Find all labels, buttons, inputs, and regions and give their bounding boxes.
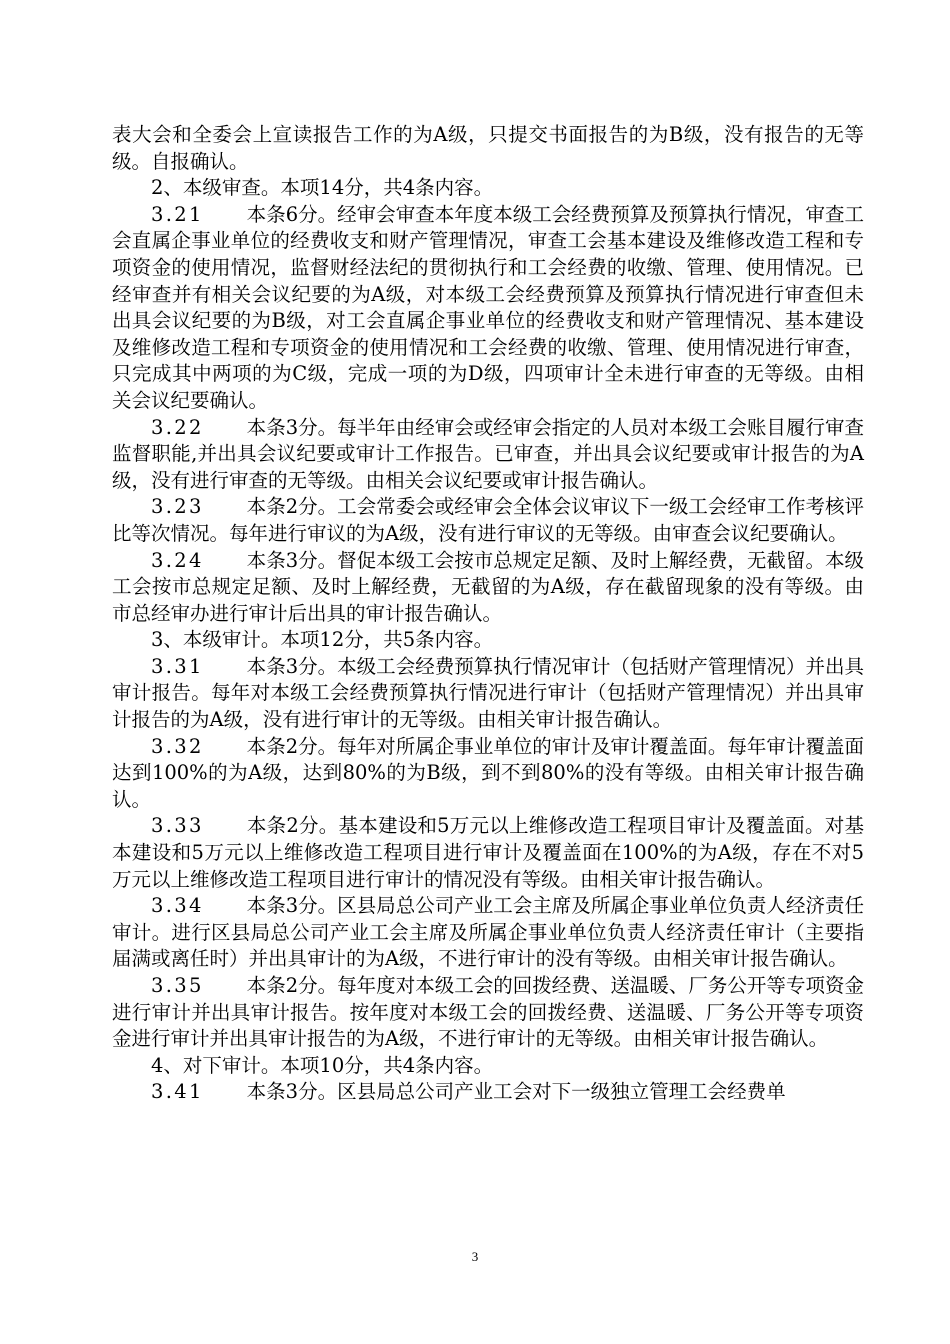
section-heading-4: 4、对下审计。本项10分，共4条内容。 bbox=[151, 1053, 494, 1077]
clause-number: 3.23 bbox=[151, 495, 204, 519]
clause-number: 3.32 bbox=[151, 734, 204, 758]
clause-text: 本条2分。基本建设和5万元以上维修改造工程项目审计及覆盖面。对基本建设和5万元以上维修改造工程项目进行审计及覆盖面在100%的为A级，存在不对5万元以上维修改造工程项目进行审计的情况没有等级。由相关审计报告确认。 bbox=[112, 814, 864, 891]
clause-number: 3.22 bbox=[151, 415, 204, 439]
clause-text: 本条6分。经审会审查本年度本级工会经费预算及预算执行情况，审查工会直属企事业单位的经费收支和财产管理情况，审查工会基本建设及维修改造工程和专项资金的使用情况，监督财经法纪的贯彻执行和工会经费的收缴、管理、使用情况。已经审查并有相关会议纪要的为A级，对本级工会经费预算及预算执行情况进行审查但未出具会议纪要的为B级，对工会直属企事业单位的经费收支和财产管理情况、基本建设及维修改造工程和专项资金的使用情况和工会经费的收缴、管理、使用情况进行审查，只完成其中两项的为C级，完成一项的为D级，四项审计全未进行审查的无等级。由相关会议纪要确认。 bbox=[112, 202, 864, 412]
clause-text: 本条3分。本级工会经费预算执行情况审计（包括财产管理情况）并出具审计报告。每年对本级工会经费预算执行情况进行审计（包括财产管理情况）并出具审计报告的为A级，没有进行审计的无等级。由相关审计报告确认。 bbox=[112, 654, 864, 732]
paragraph-continuation: 表大会和全委会上宣读报告工作的为A级，只提交书面报告的为B级，没有报告的无等级。自报确认。 bbox=[112, 123, 864, 173]
clause-3-35 bbox=[112, 973, 864, 1053]
clause-number: 3.24 bbox=[151, 548, 204, 572]
clause-3-41 bbox=[112, 1079, 864, 1106]
clause-3-23 bbox=[112, 494, 864, 547]
clause-3-32 bbox=[112, 734, 864, 814]
clause-3-22 bbox=[112, 415, 864, 495]
section-heading-2: 2、本级审查。本项14分，共4条内容。 bbox=[151, 176, 494, 200]
clause-text: 本条3分。区县局总公司产业工会对下一级独立管理工会经费单 bbox=[246, 1080, 786, 1104]
clause-3-24 bbox=[112, 548, 864, 628]
clause-text: 本条2分。每年度对本级工会的回拨经费、送温暖、厂务公开等专项资金进行审计并出具审计报告。按年度对本级工会的回拨经费、送温暖、厂务公开等专项资金进行审计并出具审计报告的为A级，不进行审计的无等级。由相关审计报告确认。 bbox=[112, 974, 864, 1051]
clause-number: 3.35 bbox=[151, 974, 204, 997]
clause-3-33 bbox=[112, 813, 864, 893]
clause-3-21 bbox=[112, 202, 864, 415]
page-number: 3 bbox=[471, 1249, 479, 1264]
clause-3-34 bbox=[112, 893, 864, 973]
clause-number: 3.21 bbox=[151, 202, 204, 226]
clause-number: 3.41 bbox=[151, 1080, 204, 1104]
section-heading-3: 3、本级审计。本项12分，共5条内容。 bbox=[151, 628, 494, 652]
clause-text: 本条2分。工会常委会或经审会全体会议审议下一级工会经审工作考核评比等次情况。每年进行审议的为A级，没有进行审议的无等级。由审查会议纪要确认。 bbox=[112, 495, 864, 545]
clause-text: 本条3分。督促本级工会按市总规定足额、及时上解经费，无截留。本级工会按市总规定足额、及时上解经费，无截留的为A级，存在截留现象的没有等级。由市总经审办进行审计后出具的审计报告确认。 bbox=[112, 548, 864, 625]
clause-text: 本条3分。每半年由经审会或经审会指定的人员对本级工会账目履行审查监督职能,并出具会议纪要或审计工作报告。已审查，并出具会议纪要或审计报告的为A级，没有进行审查的无等级。由相关会议纪要或审计报告确认。 bbox=[112, 415, 864, 492]
clause-text: 本条3分。区县局总公司产业工会主席及所属企事业单位负责人经济责任审计。进行区县局总公司产业工会主席及所属企事业单位负责人经济责任审计（主要指届满或离任时）并出具审计的为A级，不进行审计的没有等级。由相关审计报告确认。 bbox=[112, 894, 864, 971]
clause-number: 3.33 bbox=[151, 814, 204, 838]
clause-3-31 bbox=[112, 654, 864, 734]
clause-text: 本条2分。每年对所属企事业单位的审计及审计覆盖面。每年审计覆盖面达到100%的为A级，达到80%的为B级，到不到80%的没有等级。由相关审计报告确认。 bbox=[112, 734, 864, 811]
document-body bbox=[112, 122, 864, 1106]
clause-number: 3.31 bbox=[151, 654, 204, 678]
clause-number: 3.34 bbox=[151, 894, 204, 918]
